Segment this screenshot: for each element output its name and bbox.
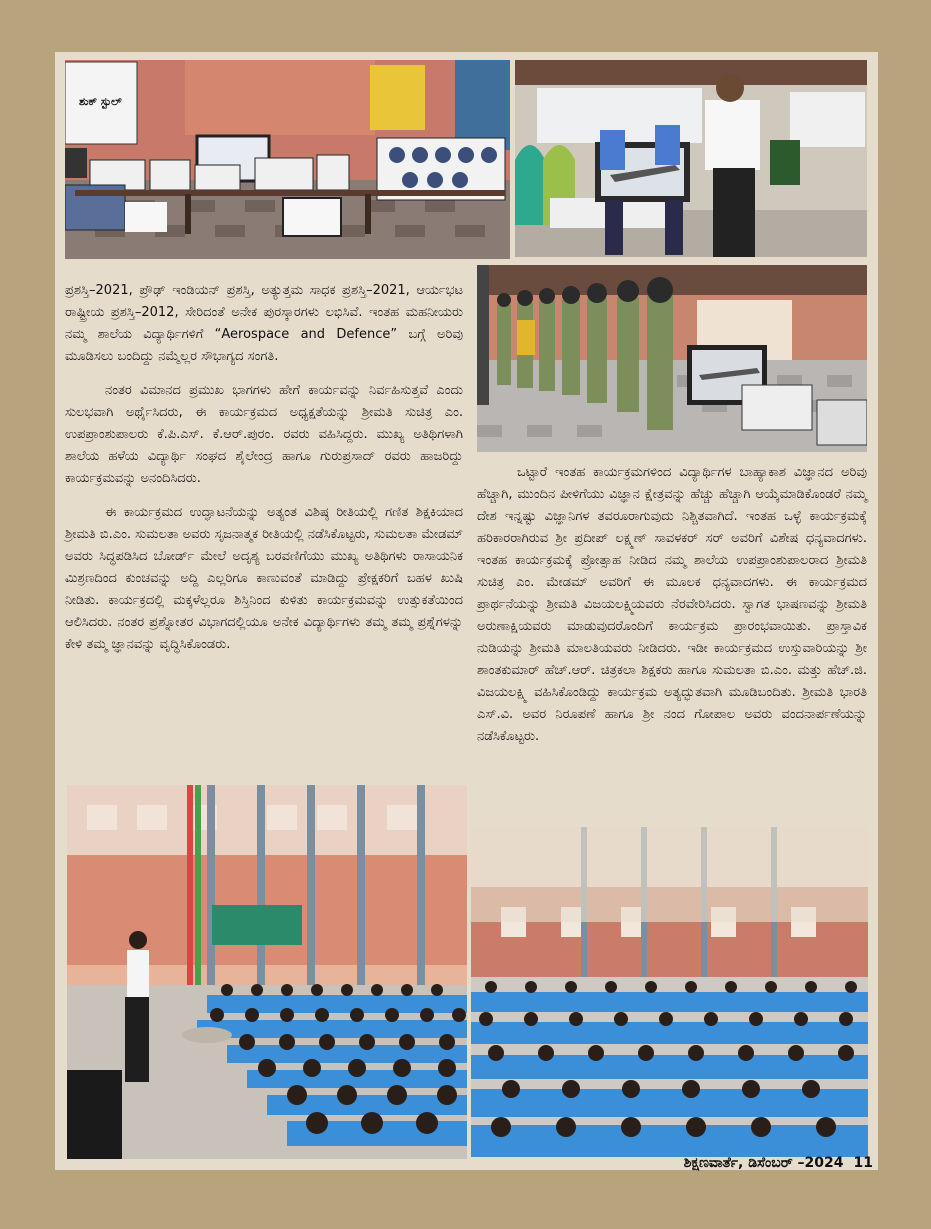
- paragraph-conclusion: ಒಟ್ಟಾರೆ ಇಂತಹ ಕಾರ್ಯಕ್ರಮಗಳಿಂದ ವಿದ್ಯಾರ್ಥಿಗಳ ಬಾಹ್ಯಾಕಾಶ ವಿಜ್ಞಾನದ ಅರಿವು ಹೆಚ್ಚಾಗಿ, ಮುಂದಿನ ಪೀಳಿಗೆಯು ವಿಜ್ಞಾನ ಕ್ಷೇತ್ರವನ್ನು ಹೆಚ್ಚು ಹೆಚ್ಚಾಗಿ ಆಯ್ಕೆಮಾಡಿಕೊಂಡರೆ ನಮ್ಮ ದೇಶ ಇನ್ನಷ್ಟು ವಿಜ್ಞಾನಿಗಳ ತವರೂರಾಗುವುದು ನಿಶ್ಚಿತವಾಗಿದೆ. ಇಂತಹ ಒಳ್ಳೆ ಕಾರ್ಯಕ್ರಮಕ್ಕೆ ಹರಿಕಾರರಾಗಿರುವ ಶ್ರೀ ಪ್ರದೀಪ್ ಲಕ್ಷ್ಮಣ್ ಸಾವಳಕರ್ ಸರ್ ಅವರಿಗೆ ವಿಶೇಷ ಧನ್ಯವಾದಗಳು. ಇಂತಹ ಕಾರ್ಯಕ್ರಮಕ್ಕೆ ಪ್ರೋತ್ಸಾಹ ನೀಡಿದ ನಮ್ಮ ಶಾಲೆಯ ಉಪಪ್ರಾಂಶುಪಾಲರಾದ ಶ್ರೀಮತಿ ಸುಚಿತ್ರ ಎಂ. ಮೇಡಮ್ ಅವರಿಗೆ ಈ ಮೂಲಕ ಧನ್ಯವಾದಗಳು. ಈ ಕಾರ್ಯಕ್ರಮದ ಪ್ರಾರ್ಥನೆಯನ್ನು ಶ್ರೀಮತಿ ವಿಜಯಲಕ್ಷ್ಮಿಯವರು ನೆರವೇರಿಸಿದರು. ಸ್ವಾಗತ ಭಾಷಣವನ್ನು ಶ್ರೀಮತಿ ಅರುಣಾಕ್ಷಿಯವರು ಮಾಡುವುದರೊಂದಿಗೆ ಕಾರ್ಯಕ್ರಮ ಪ್ರಾರಂಭವಾಯಿತು. ಪ್ರಾಸ್ತಾವಿಕ ನುಡಿಯನ್ನು ಶ್ರೀಮತಿ ಮಾಲತಿಯವರು ನೀಡಿದರು. ಇಡೀ ಕಾರ್ಯಕ್ರಮದ ಉಸ್ತುವಾರಿಯನ್ನು ಶ್ರೀ ಶಾಂತಕುಮಾರ್ ಹೆಚ್.ಆರ್. ಚಿತ್ರಕಲಾ ಶಿಕ್ಷಕರು ಹಾಗೂ ಸುಮಲತಾ ಬಿ.ಎಂ. ಮತ್ತು ಹೆಚ್.ಜಿ. ವಿಜಯಲಕ್ಷ್ಮಿ ವಹಿಸಿಕೊಂಡಿದ್ದು ಕಾರ್ಯಕ್ರಮ ಅತ್ಯದ್ಭುತವಾಗಿ ಮೂಡಿಬಂದಿತು. ಶ್ರೀಮತಿ ಭಾರತಿ ಎಸ್.ವಿ. ಅವರ ನಿರೂಪಣೆ ಹಾಗೂ ಶ್ರೀ ನಂದ ಗೋಪಾಲ ಅವರು ವಂದನಾರ್ಪಣೆಯನ್ನು ನಡೆಸಿಕೊಟ್ಟರು.: [477, 465, 867, 744]
- page-footer: [674, 1155, 873, 1171]
- photo-student-audience: [67, 785, 467, 1159]
- paragraph-inauguration: ಈ ಕಾರ್ಯಕ್ರಮದ ಉದ್ಘಾಟನೆಯನ್ನು ಅತ್ಯಂತ ವಿಶಿಷ್ಠ ರೀತಿಯಲ್ಲಿ ಗಣಿತ ಶಿಕ್ಷಕಿಯಾದ ಶ್ರೀಮತಿ ಬಿ.ಎಂ. ಸುಮಲತಾ ಅವರು ಸೃಜನಾತ್ಮಕ ರೀತಿಯಲ್ಲಿ ನಡೆಸಿಕೊಟ್ಟರು, ಸುಮಲತಾ ಮೇಡಮ್ ಅವರು ಸಿದ್ಧಪಡಿಸಿದ ಬೋರ್ಡ್ ಮೇಲೆ ಅದೃಶ್ಯ ಬರವಣಿಗೆಯು ಮುಖ್ಯ ಅತಿಥಿಗಳು ರಾಸಾಯನಿಕ ಮಿಶ್ರಣದಿಂದ ಕುಂಚವನ್ನು ಅದ್ದಿ ಎಲ್ಲರಿಗೂ ಕಾಣುವಂತೆ ಮಾಡಿದ್ದು ಪ್ರೇಕ್ಷಕರಿಗೆ ಬಹಳ ಖುಷಿ ನೀಡಿತು. ಕಾರ್ಯಕ್ರದಲ್ಲಿ ಮಕ್ಕಳೆಲ್ಲರೂ ಶಿಸ್ತಿನಿಂದ ಕುಳಿತು ಕಾರ್ಯಕ್ರಮವನ್ನು ಉತ್ಸುಕತೆಯಿಂದ ಆಲಿಸಿದರು. ನಂತರ ಪ್ರಶ್ನೋತರ ವಿಭಾಗದಲ್ಲಿಯೂ ಅನೇಕ ವಿದ್ಯಾರ್ಥಿಗಳು ತಮ್ಮ ತಮ್ಮ ಪ್ರಶ್ನೆಗಳನ್ನು ಕೇಳಿ ತಮ್ಮ ಜ್ಞಾನವನ್ನು ವೃದ್ಧಿಸಿಕೊಂಡರು.: [65, 505, 463, 652]
- article-left-column: [65, 280, 463, 668]
- photo-exhibition: [65, 60, 510, 259]
- magazine-page: [55, 52, 878, 1170]
- photo-school-courtyard: [471, 827, 868, 1157]
- paragraph-awards: ಪ್ರಶಸ್ತಿ–2021, ಪ್ರೌಢ್ ಇಂಡಿಯನ್ ಪ್ರಶಸ್ತಿ, ಅತ್ಯುತ್ತಮ ಸಾಧಕ ಪ್ರಶಸ್ತಿ–2021, ಆರ್ಯಭಟ ರಾಷ್ಟ್ರೀಯ ಪ್ರಶಸ್ತಿ–2012, ಸೇರಿದಂತೆ ಅನೇಕ ಪುರಸ್ಕಾರಗಳು ಲಭಿಸಿವೆ. ಇಂತಹ ಮಹನೀಯರು ನಮ್ಮ ಶಾಲೆಯ ವಿದ್ಯಾರ್ಥಿಗಳಿಗೆ “Aerospace and Defence” ಬಗ್ಗೆ ಅರಿವು ಮೂಡಿಸಲು ಬಂದಿದ್ದು ನಮ್ಮೆಲ್ಲರ ಸೌಭಾಗ್ಯದ ಸಂಗತಿ.: [65, 283, 463, 364]
- article-right-column: [477, 462, 867, 760]
- exhibition-banner-text: ಶುಕ್ ಸ್ಟುಲ್: [79, 95, 122, 108]
- paragraph-program-chair: ನಂತರ ವಿಮಾನದ ಪ್ರಮುಖ ಭಾಗಗಳು ಹೇಗೆ ಕಾರ್ಯವನ್ನು ನಿರ್ವಹಿಸುತ್ತವೆ ಎಂದು ಸುಲಭವಾಗಿ ಅರ್ಥೈಸಿದರು, ಈ ಕಾರ್ಯಕ್ರಮದ ಅಧ್ಯಕ್ಷತೆಯನ್ನು ಶ್ರೀಮತಿ ಸುಚಿತ್ರ ಎಂ. ಉಪಪ್ರಾಂಶುಪಾಲರು ಕೆ.ಪಿ.ಎಸ್. ಕೆ.ಆರ್.ಪುರಂ. ರವರು ವಹಿಸಿದ್ದರು. ಮುಖ್ಯ ಅತಿಥಿಗಳಾಗಿ ಶಾಲೆಯ ಹಳೆಯ ವಿದ್ಯಾರ್ಥಿ ಸಂಘದ ಶೈಲೇಂದ್ರ ಹಾಗೂ ಗುರುಪ್ರಸಾದ್ ರವರು ಹಾಜರಿದ್ದು ಕಾರ್ಯಕ್ರಮವನ್ನು ಅನಂದಿಸಿದರು.: [65, 383, 463, 486]
- footer-magazine-issue: ಶಿಕ್ಷಣವಾರ್ತೆ, ಡಿಸೆಂಬರ್ –2024: [683, 1155, 844, 1171]
- page-number: 11: [853, 1155, 873, 1171]
- photo-speaker-presentation: [515, 60, 867, 257]
- photo-students-queue: [477, 265, 867, 452]
